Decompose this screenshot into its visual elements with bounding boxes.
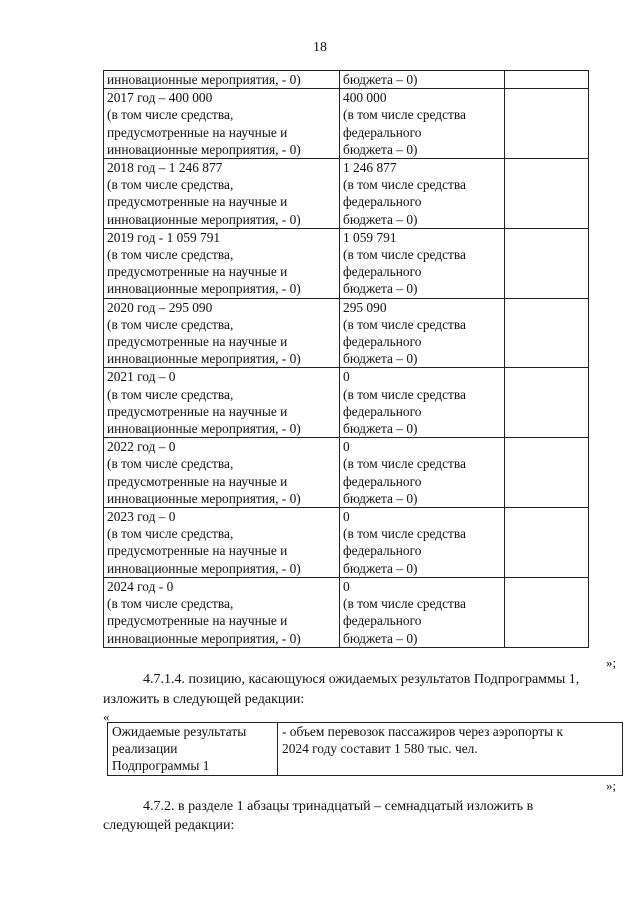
- funding-amount-line: бюджета – 0): [343, 490, 418, 506]
- funding-amount-line: (в том числе средства: [343, 596, 466, 612]
- funding-empty-cell: [505, 89, 589, 159]
- funding-year-line: инновационные мероприятия, - 0): [107, 211, 301, 227]
- funding-row: [104, 159, 589, 229]
- funding-year-line: (в том числе средства,: [107, 177, 234, 193]
- funding-amount-line: бюджета – 0): [343, 211, 418, 227]
- funding-year-line: предусмотренные на научные и: [107, 264, 288, 280]
- funding-year-line: 2024 год - 0: [107, 578, 174, 594]
- funding-year-cell: [104, 577, 340, 647]
- results-row: [108, 723, 623, 776]
- paragraph-4-7-2-line2: следующей редакции:: [103, 818, 235, 833]
- opening-quote: «: [103, 709, 110, 724]
- funding-amount-line: 0: [343, 509, 350, 525]
- funding-amount-cell: [340, 159, 505, 229]
- funding-table: [103, 70, 589, 648]
- funding-year-line: 2018 год – 1 246 877: [107, 160, 223, 176]
- closing-quote: »;: [606, 655, 617, 670]
- funding-amount-cell: [340, 577, 505, 647]
- funding-year-cell: [104, 508, 340, 578]
- results-label-line: Ожидаемые результаты: [112, 724, 247, 739]
- funding-year-line: (в том числе средства,: [107, 456, 234, 472]
- funding-year-line: (в том числе средства,: [107, 107, 234, 123]
- funding-amount-cell: [340, 89, 505, 159]
- funding-amount-cell: [340, 71, 505, 89]
- funding-year-line: инновационные мероприятия, - 0): [107, 421, 301, 437]
- funding-amount-line: 0: [343, 578, 350, 594]
- funding-amount-line: бюджета – 0): [343, 72, 418, 87]
- funding-empty-cell: [505, 159, 589, 229]
- funding-year-line: предусмотренные на научные и: [107, 473, 288, 489]
- funding-amount-line: (в том числе средства: [343, 526, 466, 542]
- funding-amount-cell: [340, 508, 505, 578]
- funding-amount-line: федерального: [343, 124, 422, 140]
- funding-empty-cell: [505, 438, 589, 508]
- funding-amount-line: 1 246 877: [343, 160, 397, 176]
- funding-year-line: 2023 год – 0: [107, 509, 176, 525]
- funding-empty-cell: [505, 577, 589, 647]
- funding-amount-line: федерального: [343, 613, 422, 629]
- funding-year-cell: [104, 159, 340, 229]
- funding-year-line: инновационные мероприятия, - 0): [107, 281, 301, 297]
- funding-amount-line: бюджета – 0): [343, 421, 418, 437]
- funding-year-line: (в том числе средства,: [107, 247, 234, 263]
- funding-row: [104, 71, 589, 89]
- results-label-cell: [108, 723, 278, 776]
- funding-year-line: предусмотренные на научные и: [107, 613, 288, 629]
- funding-amount-line: 400 000: [343, 90, 387, 106]
- funding-amount-line: бюджета – 0): [343, 351, 418, 367]
- funding-empty-cell: [505, 298, 589, 368]
- funding-row: [104, 508, 589, 578]
- funding-year-cell: [104, 89, 340, 159]
- funding-row: [104, 228, 589, 298]
- funding-year-line: предусмотренные на научные и: [107, 403, 288, 419]
- funding-row: [104, 368, 589, 438]
- funding-amount-line: бюджета – 0): [343, 281, 418, 297]
- funding-row: [104, 89, 589, 159]
- funding-year-line: 2022 год – 0: [107, 439, 176, 455]
- funding-year-cell: [104, 298, 340, 368]
- paragraph-4-7-2-line1: 4.7.2. в разделе 1 абзацы тринадцатый – семнадцатый изложить в: [143, 799, 534, 814]
- results-value-cell: [278, 723, 623, 776]
- funding-amount-cell: [340, 438, 505, 508]
- funding-amount-line: федерального: [343, 194, 422, 210]
- funding-amount-line: 0: [343, 369, 350, 385]
- funding-amount-cell: [340, 298, 505, 368]
- funding-year-line: (в том числе средства,: [107, 386, 234, 402]
- funding-year-line: инновационные мероприятия, - 0): [107, 141, 301, 157]
- funding-amount-cell: [340, 368, 505, 438]
- funding-year-line: предусмотренные на научные и: [107, 543, 288, 559]
- funding-year-line: предусмотренные на научные и: [107, 124, 288, 140]
- funding-year-line: инновационные мероприятия, - 0): [107, 351, 301, 367]
- page-number: 18: [313, 40, 327, 55]
- funding-empty-cell: [505, 228, 589, 298]
- funding-year-line: предусмотренные на научные и: [107, 334, 288, 350]
- funding-amount-line: бюджета – 0): [343, 141, 418, 157]
- funding-amount-line: бюджета – 0): [343, 630, 418, 646]
- funding-empty-cell: [505, 508, 589, 578]
- funding-amount-cell: [340, 228, 505, 298]
- funding-year-line: предусмотренные на научные и: [107, 194, 288, 210]
- funding-row: [104, 577, 589, 647]
- funding-year-line: (в том числе средства,: [107, 316, 234, 332]
- funding-amount-line: (в том числе средства: [343, 456, 466, 472]
- funding-row: [104, 298, 589, 368]
- results-label-line: Подпрограммы 1: [112, 758, 210, 774]
- funding-amount-line: федерального: [343, 403, 422, 419]
- funding-year-cell: [104, 368, 340, 438]
- funding-amount-line: федерального: [343, 334, 422, 350]
- funding-amount-line: федерального: [343, 473, 422, 489]
- closing-quote: »;: [606, 778, 617, 793]
- results-label-line: реализации: [112, 741, 178, 757]
- funding-amount-line: бюджета – 0): [343, 560, 418, 576]
- funding-amount-line: федерального: [343, 543, 422, 559]
- funding-year-cell: [104, 438, 340, 508]
- funding-year-line: инновационные мероприятия, - 0): [107, 72, 301, 87]
- funding-amount-line: (в том числе средства: [343, 107, 466, 123]
- funding-amount-line: (в том числе средства: [343, 247, 466, 263]
- paragraph-4-7-1-4-line2: изложить в следующей редакции:: [103, 692, 305, 707]
- funding-amount-line: (в том числе средства: [343, 316, 466, 332]
- funding-empty-cell: [505, 71, 589, 89]
- funding-empty-cell: [505, 368, 589, 438]
- funding-amount-line: федерального: [343, 264, 422, 280]
- results-value-line: 2024 году составит 1 580 тыс. чел.: [282, 741, 478, 757]
- funding-amount-line: (в том числе средства: [343, 386, 466, 402]
- results-table: [107, 722, 623, 776]
- funding-year-cell: [104, 71, 340, 89]
- funding-year-line: (в том числе средства,: [107, 596, 234, 612]
- funding-amount-line: 0: [343, 439, 350, 455]
- funding-row: [104, 438, 589, 508]
- funding-year-line: 2021 год – 0: [107, 369, 176, 385]
- funding-amount-line: 295 090: [343, 299, 387, 315]
- funding-year-line: 2020 год – 295 090: [107, 299, 213, 315]
- paragraph-4-7-1-4-line1: 4.7.1.4. позицию, касающуюся ожидаемых результатов Подпрограммы 1,: [143, 672, 580, 687]
- funding-year-cell: [104, 228, 340, 298]
- funding-year-line: 2017 год – 400 000: [107, 90, 213, 106]
- funding-year-line: инновационные мероприятия, - 0): [107, 560, 301, 576]
- funding-amount-line: (в том числе средства: [343, 177, 466, 193]
- funding-amount-line: 1 059 791: [343, 229, 397, 245]
- funding-year-line: инновационные мероприятия, - 0): [107, 490, 301, 506]
- funding-table-body: [104, 71, 589, 648]
- funding-year-line: 2019 год - 1 059 791: [107, 229, 221, 245]
- results-value-line: - объем перевозок пассажиров через аэропорты к: [282, 724, 563, 739]
- funding-year-line: (в том числе средства,: [107, 526, 234, 542]
- funding-year-line: инновационные мероприятия, - 0): [107, 630, 301, 646]
